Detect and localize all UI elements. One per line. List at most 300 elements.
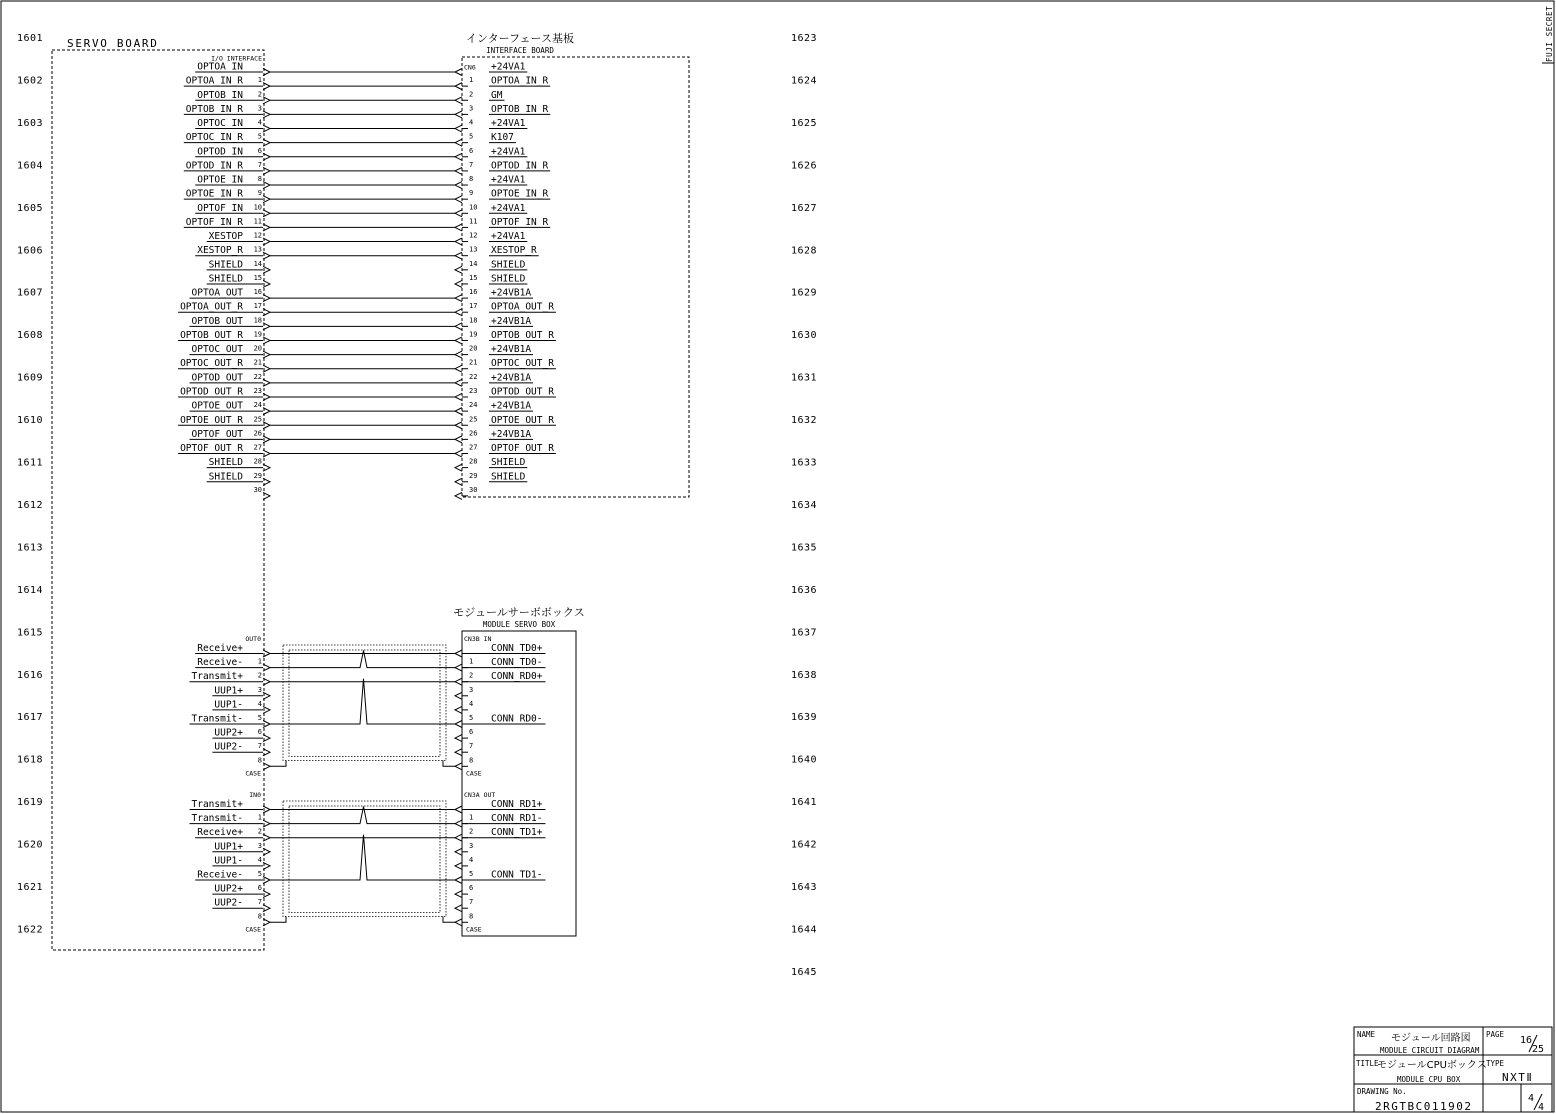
servo-signal-label: OPTOC_OUT — [191, 344, 243, 356]
case-label-left: CASE — [245, 925, 261, 934]
harness-row — [178, 330, 556, 344]
box-pin-number: 5 — [469, 714, 474, 722]
interface-pin-number: 24 — [469, 401, 478, 410]
servo-signal-label: SHIELD — [208, 259, 243, 271]
harness-row — [195, 203, 527, 217]
line-number: 1621 — [17, 882, 44, 893]
connector-contact — [455, 111, 462, 118]
harness-row — [184, 132, 516, 146]
harness-row — [195, 62, 527, 76]
case-label-right: CASE — [466, 769, 482, 778]
sheet-number: 4 — [1528, 1093, 1535, 1104]
interface-board-connector-label: CN6 — [464, 63, 476, 72]
page-number: 16 — [1520, 1035, 1533, 1046]
connector-contact — [455, 125, 462, 132]
box-pin-number: 1 — [469, 657, 474, 666]
box-signal-label: Receive- — [197, 869, 243, 881]
servo-signal-label: OPTOF_OUT — [191, 428, 243, 440]
interface-signal-label: OPTOD_OUT_R — [491, 386, 554, 398]
line-number: 1609 — [17, 372, 44, 384]
servo-signal-label: OPTOE_IN_R — [185, 188, 243, 200]
harness-row — [207, 471, 528, 485]
cable-shield — [289, 650, 440, 757]
connector-contact — [263, 393, 270, 400]
box-signal-label: UUP1- — [214, 855, 243, 867]
drawing-number: 2RGTBC011902 — [1375, 1100, 1473, 1113]
connector-contact — [455, 167, 462, 174]
connector-contact — [455, 464, 462, 471]
interface-pin-number: 7 — [469, 160, 474, 169]
connector-contact — [263, 69, 270, 76]
line-number: 1608 — [17, 330, 44, 342]
cable-row — [212, 841, 473, 855]
connector-contact — [263, 464, 270, 471]
servo-pin-number: 19 — [253, 330, 262, 339]
box-pin-number: 5 — [257, 870, 262, 878]
box-pin-number: 8 — [257, 756, 262, 765]
interface-pin-number: 13 — [469, 245, 478, 254]
connector-contact — [455, 309, 462, 316]
connector-contact — [455, 735, 462, 742]
servo-pin-number: 24 — [253, 401, 262, 410]
cable-row — [212, 699, 473, 713]
servo-pin-number: 15 — [253, 273, 262, 282]
interface-pin-number: 21 — [469, 358, 478, 367]
cable-row — [195, 827, 545, 841]
connector-label-right: CN3A OUT — [464, 791, 496, 799]
ethernet-cable-groups — [190, 635, 546, 933]
connector-contact — [263, 919, 270, 926]
interface-signal-label: +24VB1A — [491, 372, 532, 384]
cable-row — [212, 884, 473, 898]
interface-signal-label: SHIELD — [491, 259, 526, 271]
servo-pin-number: 29 — [253, 471, 262, 480]
connector-contact — [263, 763, 270, 770]
interface-signal-label: SHIELD — [491, 471, 526, 483]
servo-pin-number: 16 — [253, 288, 262, 297]
servo-pin-number: 18 — [253, 316, 262, 325]
line-number: 1636 — [791, 584, 818, 596]
interface-signal-label: +24VB1A — [491, 428, 532, 440]
case-label-right: CASE — [466, 925, 482, 934]
interface-pin-number: 25 — [469, 415, 478, 424]
cable-row — [212, 685, 473, 699]
cable-row — [212, 728, 473, 742]
interface-pin-number: 29 — [469, 471, 478, 480]
box-signal-label: UUP1- — [214, 699, 243, 711]
line-number: 1606 — [17, 245, 44, 257]
harness-row — [190, 429, 534, 443]
box-signal-label: UUP2- — [214, 741, 243, 753]
servo-pin-number: 8 — [257, 175, 262, 184]
connector-contact — [263, 153, 270, 160]
connector-contact — [455, 678, 462, 685]
drawing-title-en: MODULE CPU BOX — [1397, 1075, 1461, 1084]
connector-contact — [455, 749, 462, 756]
harness-row — [184, 217, 550, 231]
box-pin-number: 2 — [257, 827, 262, 836]
line-number: 1619 — [17, 797, 44, 809]
interface-signal-label: +24VA1 — [491, 174, 526, 186]
confidential-mark-text: FUJI SECRET — [1545, 5, 1554, 62]
line-number: 1645 — [791, 966, 818, 978]
box-pin-number: 5 — [469, 870, 474, 878]
servo-signal-label: OPTOE_OUT — [191, 400, 243, 412]
title-block — [1354, 1027, 1552, 1113]
line-number: 1610 — [17, 415, 44, 427]
connector-contact — [455, 706, 462, 713]
connector-contact — [455, 492, 462, 499]
interface-signal-label: OPTOE_OUT_R — [491, 414, 554, 426]
interface-signal-label: OPTOB_OUT_R — [491, 329, 554, 341]
line-number: 1628 — [791, 245, 818, 257]
harness-row — [190, 344, 534, 358]
line-number: 1602 — [17, 75, 44, 87]
interface-pin-number: 5 — [469, 132, 474, 141]
box-pin-number: 2 — [469, 827, 474, 836]
harness-row — [195, 146, 527, 160]
connector-contact — [455, 69, 462, 76]
connector-contact — [455, 351, 462, 358]
interface-pin-number: 20 — [469, 344, 478, 353]
box-pin-number: 5 — [257, 714, 262, 722]
box-pin-number: 1 — [469, 813, 474, 822]
interface-pin-number: 4 — [469, 118, 474, 127]
interface-pin-number: 23 — [469, 386, 478, 395]
interface-signal-label: OPTOE_IN_R — [491, 188, 549, 200]
cable-row — [258, 756, 473, 770]
box-pin-number: 8 — [469, 912, 474, 921]
box-pin-number: 6 — [257, 728, 262, 737]
interface-pin-number: 3 — [469, 104, 474, 113]
harness-row — [195, 90, 504, 104]
servo-pin-number: 4 — [257, 118, 262, 127]
box-pin-number: 8 — [469, 756, 474, 765]
box-signal-label: UUP2+ — [214, 727, 243, 739]
harness — [178, 62, 556, 500]
connector-contact — [455, 153, 462, 160]
harness-row — [184, 189, 550, 203]
box-signal-label: Transmit+ — [191, 671, 243, 683]
line-number: 1612 — [17, 499, 44, 511]
servo-pin-number: 10 — [253, 203, 262, 212]
page-total: 25 — [1532, 1044, 1545, 1055]
connector-label-left: OUT0 — [245, 635, 261, 643]
case-label-left: CASE — [245, 769, 261, 778]
name-label: NAME — [1357, 1030, 1376, 1039]
line-number: 1629 — [791, 287, 818, 299]
drain-wire — [270, 761, 286, 767]
connector-label-right: CN3B IN — [464, 635, 492, 643]
line-number: 1607 — [17, 287, 44, 299]
twisted-pair-wire — [270, 835, 455, 880]
connector-contact — [455, 834, 462, 841]
harness-row — [190, 372, 534, 386]
title-label: TITLE — [1356, 1059, 1379, 1068]
connector-contact — [455, 664, 462, 671]
connector-contact — [263, 478, 270, 485]
interface-signal-label: K107 — [491, 132, 514, 144]
interface-pin-number: 19 — [469, 330, 478, 339]
machine-type: NXTⅡ — [1502, 1071, 1534, 1084]
drawing-title-jp: モジュールCPUボックス — [1377, 1060, 1487, 1071]
connector-label-left: IN0 — [249, 791, 261, 799]
harness-row — [178, 443, 556, 457]
line-number: 1643 — [791, 882, 818, 893]
interface-signal-label: OPTOA_OUT_R — [491, 301, 554, 313]
line-number: 1640 — [791, 754, 818, 766]
connector-contact — [455, 820, 462, 827]
servo-pin-number: 5 — [257, 132, 262, 141]
servo-signal-label: OPTOC_IN — [197, 118, 243, 130]
box-pin-number: 7 — [257, 742, 262, 751]
servo-signal-label: OPTOD_IN — [197, 146, 243, 158]
cable-group — [190, 791, 546, 933]
harness-row — [207, 273, 528, 287]
connector-contact — [455, 721, 462, 728]
harness-row — [207, 231, 528, 245]
connector-contact — [263, 848, 270, 855]
connector-contact — [455, 848, 462, 855]
cable-shield — [283, 645, 446, 761]
connector-contact — [455, 323, 462, 330]
line-number: 1641 — [791, 797, 818, 809]
servo-signal-label: OPTOA_IN_R — [185, 75, 243, 87]
interface-board-title-jp: インターフェース基板 — [466, 32, 574, 45]
servo-signal-label: SHIELD — [208, 457, 243, 469]
harness-row — [207, 259, 528, 273]
servo-pin-number: 23 — [253, 386, 262, 395]
cable-row — [195, 835, 545, 884]
box-signal-label: Transmit- — [191, 713, 243, 725]
line-number-column-right — [791, 33, 817, 978]
line-number: 1616 — [17, 669, 44, 681]
servo-signal-label: OPTOC_IN_R — [185, 132, 243, 144]
line-number-column-left — [17, 33, 43, 935]
harness-row — [195, 118, 527, 132]
interface-pin-number: 15 — [469, 273, 478, 282]
box-signal-label: CONN_RD0+ — [491, 671, 543, 683]
box-pin-number: 3 — [257, 841, 262, 850]
servo-signal-label: OPTOA_OUT — [191, 287, 243, 299]
connector-contact — [263, 749, 270, 756]
interface-pin-number: 11 — [469, 217, 478, 226]
servo-signal-label: OPTOB_IN_R — [185, 103, 243, 115]
servo-pin-number: 30 — [253, 485, 262, 494]
box-signal-label: UUP1+ — [214, 685, 243, 697]
connector-contact — [263, 834, 270, 841]
servo-signal-label: XESTOP — [208, 231, 243, 243]
line-number: 1624 — [791, 75, 818, 87]
cable-group — [190, 635, 546, 777]
connector-contact — [455, 478, 462, 485]
servo-pin-number: 22 — [253, 372, 262, 381]
connector-contact — [455, 806, 462, 813]
connector-contact — [455, 891, 462, 898]
box-pin-number: 6 — [257, 884, 262, 893]
interface-pin-number: 6 — [469, 146, 474, 155]
box-signal-label: Transmit+ — [191, 799, 243, 810]
box-pin-number: 6 — [469, 884, 474, 893]
harness-row — [178, 358, 556, 372]
interface-pin-number: 28 — [469, 457, 478, 466]
line-number: 1630 — [791, 330, 818, 342]
interface-pin-number: 1 — [469, 76, 474, 85]
interface-pin-number: 16 — [469, 288, 478, 297]
line-number: 1601 — [17, 33, 44, 44]
connector-contact — [455, 280, 462, 287]
box-pin-number: 8 — [257, 912, 262, 921]
servo-signal-label: OPTOD_OUT_R — [180, 386, 243, 398]
servo-pin-number: 2 — [257, 90, 262, 99]
drain-wire — [443, 761, 455, 767]
harness-row — [195, 245, 539, 259]
box-pin-number: 4 — [469, 855, 474, 864]
box-signal-label: CONN_TD1+ — [491, 827, 543, 839]
servo-signal-label: OPTOA_IN — [197, 61, 243, 73]
connector-contact — [263, 139, 270, 146]
harness-row — [178, 415, 556, 429]
type-label: TYPE — [1486, 1059, 1505, 1068]
interface-signal-label: +24VA1 — [491, 202, 526, 214]
connector-contact — [455, 393, 462, 400]
cable-shield — [289, 806, 440, 913]
servo-pin-number: 11 — [253, 217, 262, 226]
box-pin-number: 4 — [257, 855, 262, 864]
cable-row — [212, 742, 473, 756]
servo-signal-label: OPTOF_IN — [197, 202, 243, 214]
connector-contact — [455, 692, 462, 699]
line-number: 1605 — [17, 202, 44, 214]
cable-row — [212, 855, 473, 869]
box-signal-label: UUP1+ — [214, 841, 243, 853]
servo-signal-label: OPTOE_IN — [197, 174, 243, 186]
interface-signal-label: GM — [491, 89, 503, 101]
interface-signal-label: +24VA1 — [491, 118, 526, 130]
line-number: 1618 — [17, 754, 44, 766]
servo-pin-number: 13 — [253, 245, 262, 254]
servo-signal-label: XESTOP_R — [197, 245, 243, 257]
twisted-pair-wire — [270, 679, 455, 724]
servo-pin-number: 17 — [253, 302, 262, 311]
box-pin-number: 3 — [257, 685, 262, 694]
connector-contact — [455, 196, 462, 203]
interface-signal-label: +24VA1 — [491, 61, 526, 73]
box-pin-number: 1 — [257, 813, 262, 822]
connector-contact — [263, 323, 270, 330]
harness-row — [190, 288, 534, 302]
servo-signal-label: OPTOB_IN — [197, 89, 243, 101]
box-pin-number: 4 — [257, 699, 262, 708]
connector-contact — [455, 408, 462, 415]
servo-pin-number: 27 — [253, 443, 262, 452]
connector-contact — [455, 210, 462, 217]
servo-signal-label: SHIELD — [208, 471, 243, 483]
servo-pin-number: 7 — [257, 160, 262, 169]
connector-contact — [263, 309, 270, 316]
connector-contact — [455, 337, 462, 344]
connector-contact — [455, 905, 462, 912]
connector-contact — [455, 877, 462, 884]
drain-wire — [270, 917, 286, 923]
connector-contact — [455, 862, 462, 869]
servo-signal-label: OPTOB_OUT — [191, 315, 243, 327]
drawing-name-jp: モジュール回路図 — [1391, 1033, 1471, 1044]
box-pin-number: 3 — [469, 841, 474, 850]
box-signal-label: CONN_TD0- — [491, 657, 543, 669]
box-pin-number: 7 — [469, 742, 474, 751]
harness-row — [184, 104, 550, 118]
box-signal-label: CONN_RD0- — [491, 713, 543, 725]
interface-signal-label: OPTOF_IN_R — [491, 216, 549, 228]
box-pin-number: 4 — [469, 699, 474, 708]
line-number: 1634 — [791, 499, 818, 511]
interface-pin-number: 22 — [469, 372, 478, 381]
servo-pin-number: 6 — [257, 146, 262, 155]
servo-board-connector-label: I/O INTERFACE — [211, 54, 262, 63]
interface-pin-number: 12 — [469, 231, 478, 240]
servo-pin-number: 3 — [257, 104, 262, 113]
harness-row — [195, 175, 527, 189]
servo-pin-number: 26 — [253, 429, 262, 438]
box-pin-number: 7 — [257, 898, 262, 907]
servo-signal-label: OPTOD_IN_R — [185, 160, 243, 172]
box-signal-label: UUP2+ — [214, 883, 243, 895]
interface-pin-number: 27 — [469, 443, 478, 452]
line-number: 1633 — [791, 457, 818, 469]
connector-contact — [263, 379, 270, 386]
connector-contact — [263, 224, 270, 231]
interface-pin-number: 8 — [469, 175, 474, 184]
servo-signal-label: SHIELD — [208, 273, 243, 285]
box-signal-label: UUP2- — [214, 897, 243, 909]
harness-row — [254, 486, 478, 500]
connector-contact — [263, 238, 270, 245]
servo-signal-label: OPTOC_OUT_R — [180, 358, 243, 370]
cable-row — [258, 912, 473, 926]
interface-pin-number: 30 — [469, 485, 478, 494]
box-signal-label: CONN_RD1- — [491, 813, 543, 825]
connector-contact — [455, 224, 462, 231]
servo-signal-label: OPTOE_OUT_R — [180, 414, 243, 426]
servo-signal-label: OPTOF_OUT_R — [180, 443, 243, 455]
harness-row — [184, 76, 550, 90]
cable-shield — [283, 801, 446, 917]
connector-contact — [263, 678, 270, 685]
interface-signal-label: +24VB1A — [491, 315, 532, 327]
box-signal-label: Transmit- — [191, 813, 243, 825]
servo-pin-number: 12 — [253, 231, 262, 240]
servo-pin-number: 28 — [253, 457, 262, 466]
connector-contact — [455, 450, 462, 457]
interface-board-title-en: INTERFACE BOARD — [486, 46, 554, 55]
servo-signal-label: OPTOA_OUT_R — [180, 301, 243, 313]
connector-contact — [263, 664, 270, 671]
line-number: 1632 — [791, 415, 818, 427]
connector-contact — [263, 83, 270, 90]
line-number: 1642 — [791, 839, 818, 851]
harness-row — [190, 401, 534, 415]
interface-signal-label: SHIELD — [491, 457, 526, 469]
interface-pin-number: 10 — [469, 203, 478, 212]
interface-signal-label: OPTOF_OUT_R — [491, 443, 554, 455]
drawing-number-label: DRAWING No. — [1357, 1087, 1407, 1096]
harness-row — [207, 457, 528, 471]
connector-contact — [455, 436, 462, 443]
box-pin-number: 7 — [469, 898, 474, 907]
interface-pin-number: 18 — [469, 316, 478, 325]
interface-signal-label: +24VA1 — [491, 146, 526, 158]
